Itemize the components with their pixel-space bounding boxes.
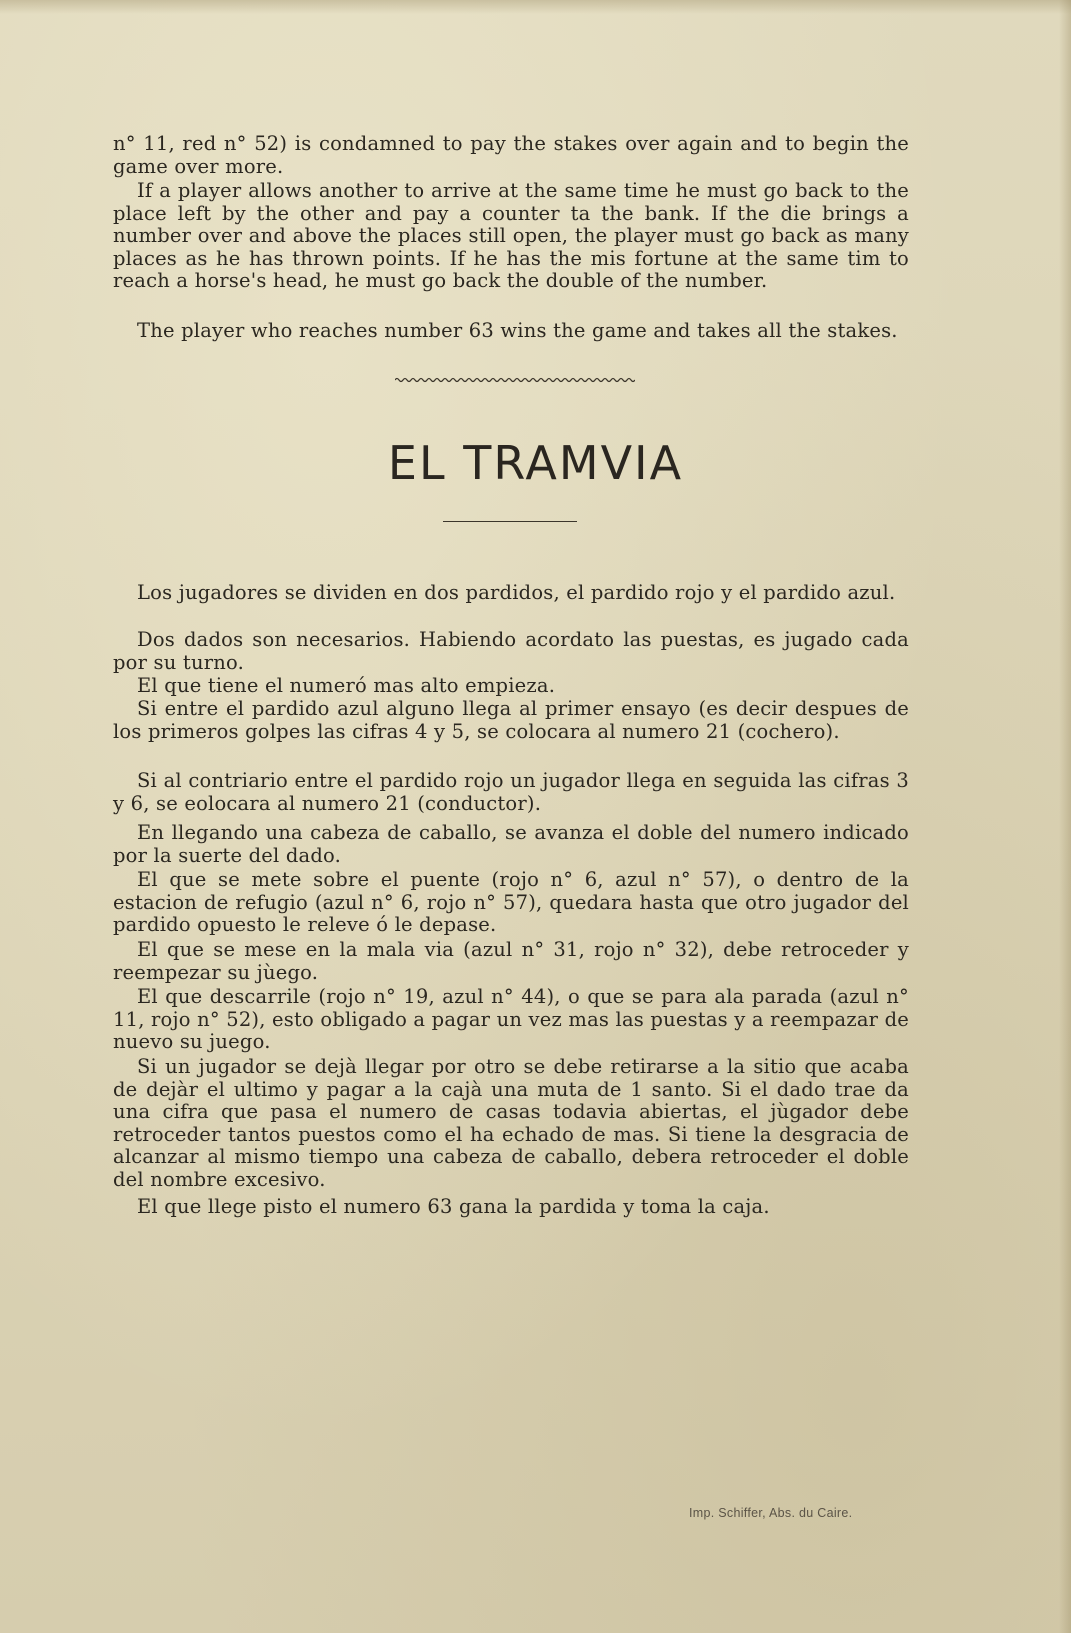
spanish-paragraph-8: El que se mese en la mala via (azul n° 31, rojo n° 32), debe retroceder y reempezar su jùego. (113, 938, 909, 984)
spanish-paragraph-2: Dos dados son necesarios. Habiendo acordato las puestas, es jugado cada por su turno. (113, 628, 909, 674)
wavy-divider (395, 376, 635, 384)
spanish-paragraph-6: En llegando una cabeza de caballo, se avanza el doble del numero indicado por la suerte del dado. (113, 821, 909, 867)
spanish-paragraph-1: Los jugadores se dividen en dos pardidos, el pardido rojo y el pardido azul. (137, 581, 896, 604)
title-underline (443, 521, 577, 522)
spanish-paragraph-11: El que llege pisto el numero 63 gana la pardida y toma la caja. (137, 1195, 770, 1218)
spanish-paragraph-7: El que se mete sobre el puente (rojo n° 6, azul n° 57), o dentro de la estacion de refugio (azul n° 6, rojo n° 57), quedara hasta que otro jugador del pardido opuesto le releve ó le depase. (113, 868, 909, 936)
english-paragraph-2: If a player allows another to arrive at the same time he must go back to the place left by the other and pay a counter ta the bank. If the die brings a number over and above the places still open, the player must go back as many places as he has thrown points. If he has the mis fortune at the same tim to reach a horse's head, he must go back the double of the number. (113, 179, 909, 292)
spanish-paragraph-5: Si al contriario entre el pardido rojo un jugador llega en seguida las cifras 3 y 6, se eolocara al numero 21 (conductor). (113, 769, 909, 815)
spanish-paragraph-9: El que descarrile (rojo n° 19, azul n° 44), o que se para ala parada (azul n° 11, rojo n° 52), esto obligado a pagar un vez mas las puestas y a reempazar de nuevo su juego. (113, 985, 909, 1053)
spanish-paragraph-4: Si entre el pardido azul alguno llega al primer ensayo (es decir despues de los primeros golpes las cifras 4 y 5, se colocara al numero 21 (cochero). (113, 697, 909, 743)
english-paragraph-3: The player who reaches number 63 wins the game and takes all the stakes. (137, 319, 898, 342)
spanish-paragraph-10: Si un jugador se dejà llegar por otro se debe retirarse a la sitio que acaba de dejàr el ultimo y pagar a la cajà una muta de 1 santo. Si el dado trae da una cifra que pasa el numero de casas todavia abiertas, el jùgador debe retroceder tantos puestos como el ha echado de mas. Si tiene la desgracia de alcanzar al mismo tiempo una cabeza de caballo, debera retroceder el doble del nombre excesivo. (113, 1055, 909, 1191)
english-paragraph-1: n° 11, red n° 52) is condamned to pay the stakes over again and to begin the game over more. (113, 132, 909, 178)
printer-imprint: Imp. Schiffer, Abs. du Caire. (689, 1506, 853, 1520)
section-title: EL TRAMVIA (387, 436, 684, 490)
spanish-paragraph-3: El que tiene el numeró mas alto empieza. (137, 674, 556, 697)
